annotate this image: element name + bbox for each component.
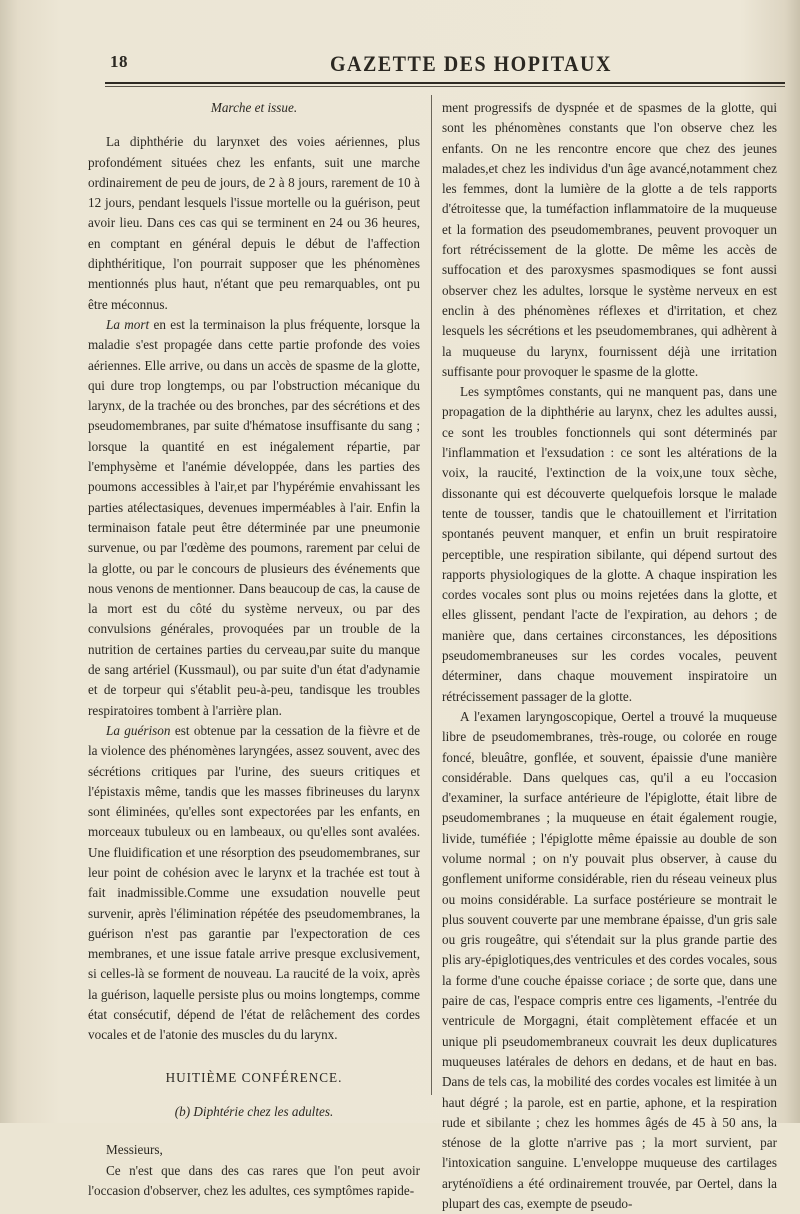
paragraph	[88, 721, 420, 1046]
paragraph: ment progressifs de dyspnée et de spasmes de la glotte, qui sont les phénomènes constants que l'on observe chez les enfants. On ne les rencontre encore que chez des jeunes malades,et chez les individus d'un âge avancé,notamment chez les femmes, dont la lumière de la glotte a de tels rapports d'étroitesse que, la tuméfaction inflammatoire de la muqueuse et la formation des pseudomembranes, peuvent provoquer un fort rétrécissement de la glotte. De même les accès de suffocation et des paroxysmes spasmodiques se font aussi observer chez les adultes, lorsque le système nerveux en est enclin à des phénomènes réflexes et d'irritation, et chez lesquels les sécrétions et les pseudomembranes, qui adhèrent à la muqueuse du larynx, fournissent déjà une irritation suffisante pour provoquer le spasme de la glotte.	[442, 100, 777, 379]
paragraph-body: est obtenue par la cessation de la fièvre et de la violence des phénomènes laryngées, assez souvent, avec des sécrétions critiques par l'urine, des sueurs critiques et l'épistaxis même, tandis que les masses fibrineuses du larynx sont éliminées, qu'elles sont expectorées par les enfants, en morceaux tubuleux ou en lambeaux, ou qu'elles sont avalées. Une fluidification et une résorption des pseudomembranes, sur leur point de cohésion avec le larynx et la trachée est tout à fait inadmissible.Comme une exsudation nouvelle peut survenir, après l'élimination répétée des pseudomembranes, la guérison n'est pas garantie par l'expectoration de ces membranes, et une issue fatale arrive presque exclusivement, si celles-là se forment de nouveau. La raucité de la voix, après la guérison, laquelle persiste plus ou moins longtemps, comme état consécutif, dépend de l'état de relâchement des cordes vocales et de l'atonie des muscles du du larynx.	[88, 722, 420, 1043]
column-divider	[431, 95, 432, 1095]
header-rule-thin	[105, 86, 785, 87]
paragraph-lead: La guérison	[106, 722, 171, 738]
paragraph-body: en est la terminaison la plus fréquente, lorsque la maladie s'est propagée dans cette partie profonde des voies aériennes. Elle arrive, ou dans un accès de spasme de la glotte, qui dure trop longtemps, ou par l'obstruction mécanique du larynx, de la trachée ou des bronches, par des sécrétions et des pseudomembranes, par suite d'hématose insuffisante du sang ; lorsque la quantité en est inégalement répartie, par l'emphysème et l'anémie développée, dans les parties des poumons accessibles à l'air,et par l'hypérémie envahissant les parties atélectasiques, devenues imperméables à l'air. Enfin la terminaison fatale peut être déterminée par une pneumonie survenue, ou par l'œdème des poumons, rarement par celui de la glotte, ou par le concours de plusieurs des événements que nous venons de mentionner. Dans beaucoup de cas, la cause de la mort est du côté du système nerveux, ou par des convulsions générales, provoquées par un trouble de la nutrition de certaines parties du cerveau,par suite du manque de sang artériel (Kussmaul), ou par suite d'un état d'adynamie et de torpeur qui s'établit peu-à-peu, tandisque les troubles respiratoires tombent à l'arrière plan.	[88, 316, 420, 718]
paragraph	[88, 315, 420, 721]
header-rule	[105, 82, 785, 84]
paragraph: La diphthérie du larynxet des voies aériennes, plus profondément situées chez les enfants, suit une marche ordinairement de peu de jours, de 2 à 8 jours, rarement de 10 à 12 jours, pendant lesquels l'issue mortelle ou la guérison, peut avoir lieu. Dans ces cas qui se terminent en 24 ou 36 heures, en comptant en général depuis le début de l'affection diphthéritique, l'on pourrait supposer que les phénomènes mentionnés plus haut, n'étant que peu remarquables, ont pu être méconnus.	[88, 134, 420, 312]
lecture-heading: HUITIÈME CONFÉRENCE.	[165, 1069, 343, 1085]
paragraph-lead: La mort	[106, 316, 150, 332]
paragraph: Ce n'est que dans des cas rares que l'on peut avoir l'occasion d'observer, chez les adultes, ces symptômes rapide-	[88, 1162, 420, 1198]
page-number: 18	[110, 52, 128, 71]
left-column	[88, 98, 420, 1201]
journal-title: GAZETTE DES HOPITAUX	[330, 52, 612, 77]
paragraph: Les symptômes constants, qui ne manquent pas, dans une propagation de la diphthérie au larynx, chez les adultes aussi, ce sont les troubles fonctionnels qui sont déterminés par l'inflammation et l'exsudation : ce sont les altérations de la voix, la raucité, l'extinction de la voix,une toux sèche, dissonante qui est découverte quelquefois lorsque le malade tente de tousser, tandis que le chatouillement et l'irritation spontanés peuvent manquer, et enfin un bruit respiratoire perceptible, une respiration sibilante, qui dépend surtout des rapports physiologiques de la glotte. A chaque inspiration les cordes vocales sont plus ou moins rejetées dans la glotte, et elles glissent, pendant l'acte de l'expiration, au dehors ; de manière que, dans certaines circonstances, les dépositions pseudomembraneuses sur les cordes vocales, peuvent déterminer, dans chaque mouvement inspiratoire un rétrécissement passager de la glotte.	[442, 384, 777, 704]
right-column	[442, 98, 777, 1214]
section-heading: Marche et issue.	[210, 100, 298, 115]
salutation: Messieurs,	[106, 1142, 163, 1158]
sub-heading: (b) Diphtérie chez les adultes.	[174, 1103, 334, 1119]
paragraph: A l'examen laryngoscopique, Oertel a trouvé la muqueuse libre de pseudomembranes, très-rouge, ou colorée en rouge foncé, bleuâtre, gonflée, et souvent, épaissie d'une manière considérable. Dans quelques cas, qu'il a eu l'occasion d'examiner, la surface antérieure de l'épiglotte, était libre de pseudomembranes ; la muqueuse en était également rougie, livide, tuméfiée ; l'épiglotte même épaissie au double de son volume normal ; on n'y pouvait plus observer, à cause du gonflement uniforme considérable, rien du réseau veineux plus ou moins considérable. La surface postérieure se montrait le plus souvent couverte par une membrane épaisse, d'un gris sale ou gris rougeâtre, qui s'étendait sur la plus grande partie des plis ary-épiglotiques,des ventricules et des cordes vocales, sous la forme d'une couche épaisse coriace ; de sorte que, dans une paire de cas, l'espace compris entre ces ligaments, -l'entrée du ventricule de Morgagni, était complètement effacée et un unique pli pseudomembraneux couvrait les deux duplicatures muqueuses latérales de dehors en dedans, et de haut en bas. Dans de tels cas, la mobilité des cordes vocales est limitée à un haut dégré ; la parole, est en partie, aphone, et la respiration rude et sibilante ; chez les hommes âgés de 45 à 50 ans, la sténose de la glotte n'arrive pas ; la mort survient, par l'intoxication sanguine. L'enveloppe muqueuse des cartilages aryténoïdiens a été ordinairement trouvée, par Oertel, dans la plupart des cas, exempte de pseudo-	[442, 708, 777, 1212]
